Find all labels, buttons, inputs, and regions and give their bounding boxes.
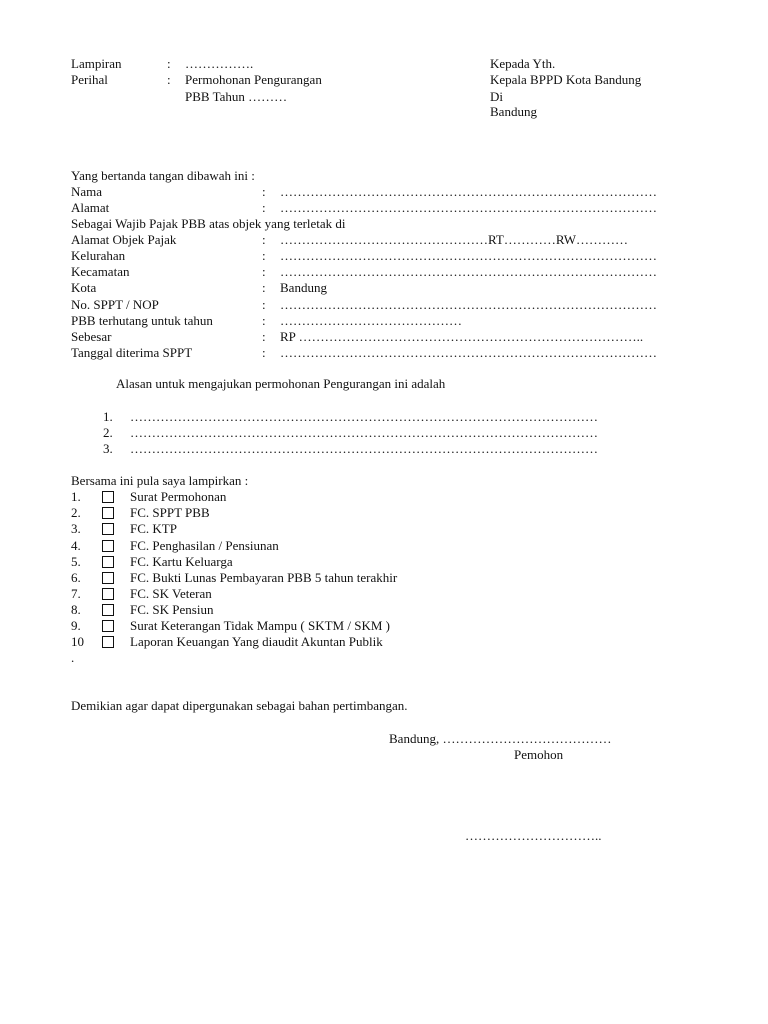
reason-line: ………………………………………………………………………………………………: [130, 425, 598, 440]
intro-text: Yang bertanda tangan dibawah ini :: [71, 168, 255, 183]
attachment-number: 3.: [71, 521, 81, 536]
attachment-label: FC. Penghasilan / Pensiunan: [130, 538, 279, 553]
attachment-label: Laporan Keuangan Yang diaudit Akuntan Publik: [130, 634, 383, 649]
field-colon: :: [262, 248, 266, 263]
lampiran-colon: :: [167, 56, 171, 71]
field-colon: :: [262, 345, 266, 360]
field-label: Tanggal diterima SPPT: [71, 345, 193, 360]
addressee-line: Di: [490, 89, 503, 104]
field-colon: :: [262, 264, 266, 279]
lampiran-label: Lampiran: [71, 56, 122, 71]
field-value: ……………………………………………………………………………: [280, 345, 657, 360]
attachment-checkbox[interactable]: [102, 507, 114, 519]
attachment-label: FC. SK Veteran: [130, 586, 212, 601]
perihal-value-line2: PBB Tahun ………: [185, 89, 288, 104]
attachment-label: FC. Bukti Lunas Pembayaran PBB 5 tahun terakhir: [130, 570, 398, 585]
field-label-alamat: Alamat: [71, 200, 110, 215]
reason-line: ………………………………………………………………………………………………: [130, 441, 598, 456]
attachment-label: FC. Kartu Keluarga: [130, 554, 233, 569]
closing-statement: Demikian agar dapat dipergunakan sebagai bahan pertimbangan.: [71, 698, 408, 713]
field-label: Kota: [71, 280, 97, 295]
attachment-checkbox[interactable]: [102, 588, 114, 600]
attachment-number: 5.: [71, 554, 81, 569]
field-colon: :: [262, 297, 266, 312]
reason-line: ………………………………………………………………………………………………: [130, 409, 598, 424]
field-label-nama: Nama: [71, 184, 103, 199]
stray-dot: .: [71, 650, 75, 665]
attachment-checkbox[interactable]: [102, 491, 114, 503]
attachment-number: 10: [71, 634, 84, 649]
attachment-number: 4.: [71, 538, 81, 553]
field-colon: :: [262, 184, 266, 199]
attachments-heading: Bersama ini pula saya lampirkan :: [71, 473, 249, 488]
field-colon: :: [262, 232, 266, 247]
field-label: Sebesar: [71, 329, 112, 344]
perihal-label: Perihal: [71, 72, 108, 87]
attachment-number: 7.: [71, 586, 81, 601]
attachment-label: Surat Permohonan: [130, 489, 227, 504]
attachment-label: FC. KTP: [130, 521, 177, 536]
attachment-number: 8.: [71, 602, 81, 617]
field-label: Alamat Objek Pajak: [71, 232, 177, 247]
field-label: Kelurahan: [71, 248, 126, 263]
signature-name-line: …………………………..: [465, 828, 602, 843]
perihal-value-line1: Permohonan Pengurangan: [185, 72, 322, 87]
attachment-label: FC. SPPT PBB: [130, 505, 210, 520]
field-value: RP ……………………………………………………………………..: [280, 329, 644, 344]
field-label: No. SPPT / NOP: [71, 297, 159, 312]
lampiran-value: …………….: [185, 56, 254, 71]
attachment-number: 1.: [71, 489, 81, 504]
field-value: …………………………………………RT…………RW…………: [280, 232, 629, 247]
attachment-number: 6.: [71, 570, 81, 585]
field-label: PBB terhutang untuk tahun: [71, 313, 213, 328]
attachment-checkbox[interactable]: [102, 620, 114, 632]
field-value: ……………………………………………………………………………: [280, 297, 657, 312]
attachment-checkbox[interactable]: [102, 636, 114, 648]
perihal-colon: :: [167, 72, 171, 87]
field-colon: :: [262, 280, 266, 295]
field-value-alamat: ……………………………………………………………………………: [280, 200, 657, 215]
field-value: Bandung: [280, 280, 327, 295]
addressee-line: Kepada Yth.: [490, 56, 556, 71]
reason-number: 3.: [103, 441, 113, 456]
attachment-checkbox[interactable]: [102, 604, 114, 616]
signature-place-date: Bandung, …………………………………: [389, 731, 612, 746]
attachment-label: Surat Keterangan Tidak Mampu ( SKTM / SKM ): [130, 618, 390, 633]
reason-number: 2.: [103, 425, 113, 440]
section-note: Sebagai Wajib Pajak PBB atas objek yang terletak di: [71, 216, 346, 231]
field-value-nama: ……………………………………………………………………………: [280, 184, 657, 199]
addressee-line: Bandung: [490, 104, 537, 119]
attachment-checkbox[interactable]: [102, 523, 114, 535]
signature-role: Pemohon: [514, 747, 564, 762]
reason-number: 1.: [103, 409, 113, 424]
attachment-label: FC. SK Pensiun: [130, 602, 214, 617]
reasons-heading: Alasan untuk mengajukan permohonan Pengurangan ini adalah: [116, 376, 446, 391]
addressee-line: Kepala BPPD Kota Bandung: [490, 72, 642, 87]
field-label: Kecamatan: [71, 264, 130, 279]
field-value: ……………………………………: [280, 313, 462, 328]
field-colon: :: [262, 200, 266, 215]
attachment-checkbox[interactable]: [102, 540, 114, 552]
attachment-number: 9.: [71, 618, 81, 633]
attachment-checkbox[interactable]: [102, 572, 114, 584]
field-colon: :: [262, 313, 266, 328]
field-value: ……………………………………………………………………………: [280, 264, 657, 279]
attachment-checkbox[interactable]: [102, 556, 114, 568]
field-value: ……………………………………………………………………………: [280, 248, 657, 263]
attachment-number: 2.: [71, 505, 81, 520]
field-colon: :: [262, 329, 266, 344]
